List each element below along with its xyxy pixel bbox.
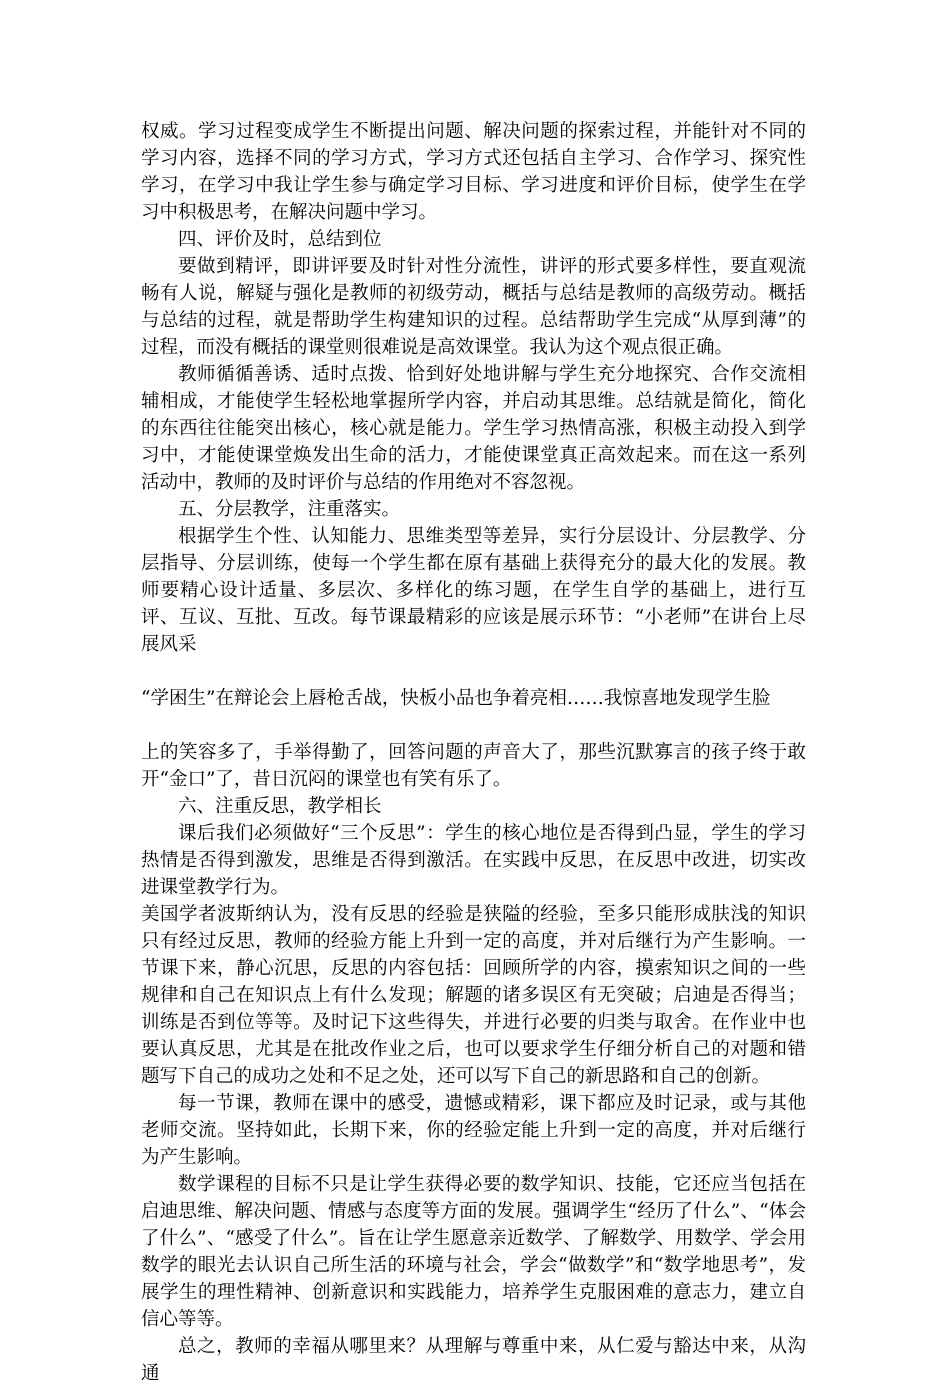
- body-text: [141, 118, 806, 1387]
- paragraph: 课后我们必须做好“三个反思”：学生的核心地位是否得到凸显，学生的学习热情是否得到激发，思维是否得到激活。在实践中反思，在反思中改进，切实改进课堂教学行为。: [141, 823, 806, 898]
- paragraph: 要做到精评，即讲评要及时针对性分流性，讲评的形式要多样性，要直观流畅有人说，解疑与强化是教师的初级劳动，概括与总结是教师的高级劳动。概括与总结的过程，就是帮助学生构建知识的过程。总结帮助学生完成“从厚到薄”的过程，而没有概括的课堂则很难说是高效课堂。我认为这个观点很正确。: [141, 256, 806, 358]
- paragraph: 总之，教师的幸福从哪里来？从理解与尊重中来，从仁爱与豁达中来，从沟通: [141, 1336, 806, 1384]
- paragraph: 上的笑容多了，手举得勤了，回答问题的声音大了，那些沉默寡言的孩子终于敢开“金口”了，昔日沉闷的课堂也有笑有乐了。: [141, 742, 806, 790]
- section-heading-4: 四、评价及时，总结到位: [178, 229, 382, 250]
- paragraph: “学困生”在辩论会上唇枪舌战，快板小品也争着亮相……我惊喜地发现学生脸: [141, 688, 771, 709]
- paragraph: 根据学生个性、认知能力、思维类型等差异，实行分层设计、分层教学、分层指导、分层训练，使每一个学生都在原有基础上获得充分的最大化的发展。教师要精心设计适量、多层次、多样化的练习题，在学生自学的基础上，进行互评、互议、互批、互改。每节课最精彩的应该是展示环节：“小老师”在讲台上尽展风采: [141, 526, 806, 655]
- paragraph: 美国学者波斯纳认为，没有反思的经验是狭隘的经验，至多只能形成肤浅的知识只有经过反思，教师的经验方能上升到一定的高度，并对后继行为产生影响。一节课下来，静心沉思，反思的内容包括：回顾所学的内容，摸索知识之间的一些规律和自己在知识点上有什么发现；解题的诸多误区有无突破；启迪是否得当；训练是否到位等等。及时记下这些得失，并进行必要的归类与取舍。在作业中也要认真反思，尤其是在批改作业之后，也可以要求学生仔细分析自己的对题和错题写下自己的成功之处和不足之处，还可以写下自己的新思路和自己的创新。: [141, 904, 806, 1087]
- section-heading-5: 五、分层教学，注重落实。: [178, 499, 401, 520]
- section-heading-6: 六、注重反思，教学相长: [178, 796, 382, 817]
- paragraph: 数学课程的目标不只是让学生获得必要的数学知识、技能，它还应当包括在启迪思维、解决问题、情感与态度等方面的发展。强调学生“经历了什么”、“体会了什么”、“感受了什么”。旨在让学生愿意亲近数学、了解数学、用数学、学会用数学的眼光去认识自己所生活的环境与社会，学会“做数学”和“数学地思考”，发展学生的理性精神、创新意识和实践能力，培养学生克服困难的意志力，建立自信心等等。: [141, 1174, 806, 1330]
- paragraph: 每一节课，教师在课中的感受，遗憾或精彩，课下都应及时记录，或与其他老师交流。坚持如此，长期下来，你的经验定能上升到一定的高度，并对后继行为产生影响。: [141, 1093, 806, 1168]
- paragraph-continuation: 权威。学习过程变成学生不断提出问题、解决问题的探索过程，并能针对不同的学习内容，选择不同的学习方式，学习方式还包括自主学习、合作学习、探究性学习，在学习中我让学生参与确定学习目标、学习进度和评价目标，使学生在学习中积极思考，在解决问题中学习。: [141, 121, 806, 223]
- paragraph: 教师循循善诱、适时点拨、恰到好处地讲解与学生充分地探究、合作交流相辅相成，才能使学生轻松地掌握所学内容，并启动其思维。总结就是简化，简化的东西往往能突出核心，核心就是能力。学生学习热情高涨，积极主动投入到学习中，才能使课堂焕发出生命的活力，才能使课堂真正高效起来。而在这一系列活动中，教师的及时评价与总结的作用绝对不容忽视。: [141, 364, 806, 493]
